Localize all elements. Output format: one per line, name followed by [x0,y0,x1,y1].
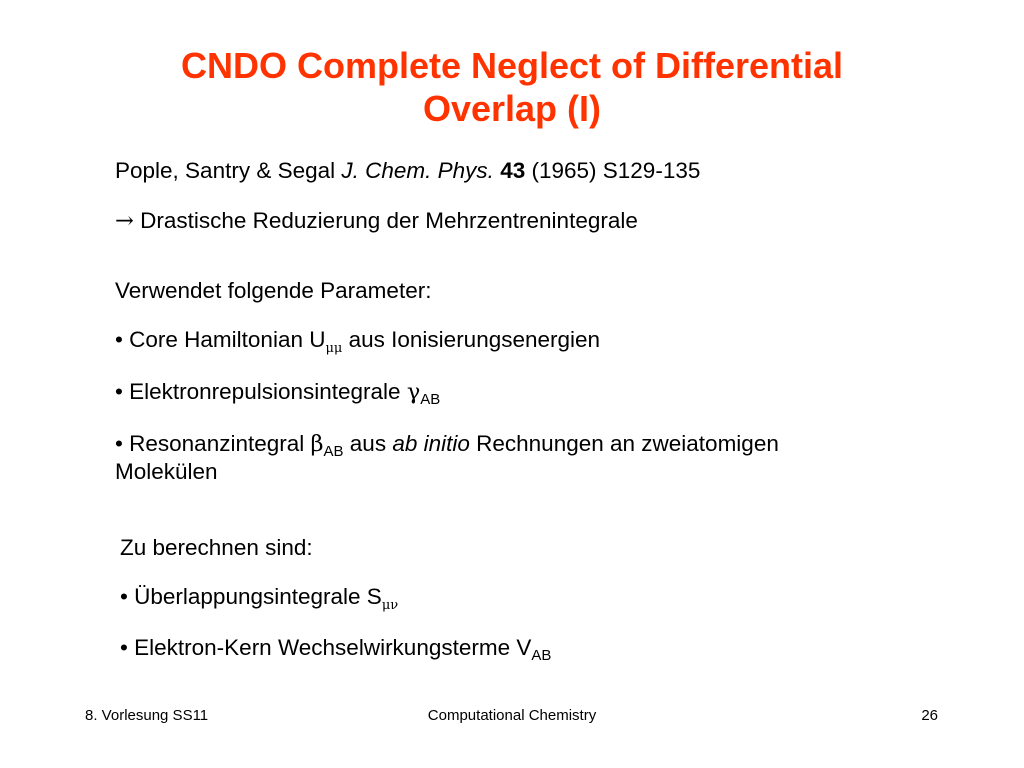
ref-rest: (1965) S129-135 [525,158,701,183]
param-core-hamiltonian [115,326,600,354]
ref-journal: J. Chem. Phys. [341,158,494,183]
calc-heading: Zu berechnen sind: [120,535,313,560]
beta-symbol: β [310,431,324,457]
param-electron-repulsion [115,378,440,406]
subscript: AB [531,647,552,664]
calc-overlap [120,583,398,611]
footer-course: Computational Chemistry [427,707,597,724]
param-tail: aus Ionisierungsenergien [342,327,601,352]
slide-title [112,44,912,130]
ref-authors: Pople, Santry & Segal [115,158,342,183]
ref-volume: 43 [500,158,526,183]
arrow-icon: → [115,208,134,234]
param-mid: aus [343,431,393,456]
calc-text: Elektron-Kern Wechselwirkungsterme V [134,635,532,660]
title-line-1: CNDO Complete Neglect of Differential [180,45,844,86]
bullet: • [120,635,135,660]
params-heading: Verwendet folgende Parameter: [115,278,432,303]
subscript: μμ [325,341,343,356]
bullet: • [120,584,135,609]
reduction-line [115,207,638,235]
param-resonance [115,430,815,486]
calc-text: Überlappungsintegrale S [134,584,382,609]
reference-line [115,157,700,185]
subscript: μν [381,598,399,613]
param-text: Resonanzintegral [129,431,311,456]
reduction-text: Drastische Reduzierung der Mehrzentrenintegrale [133,208,638,233]
param-italic: ab initio [392,431,470,456]
bullet: • [115,431,130,456]
param-tail: Rechnungen an zweiatomigen Molekülen [115,431,779,484]
gamma-symbol: γ [406,379,421,405]
bullet: • [115,327,130,352]
param-text: Elektronrepulsionsintegrale [129,379,407,404]
calc-electron-core [120,634,551,662]
subscript: AB [323,443,344,460]
bullet: • [115,379,130,404]
param-text: Core Hamiltonian U [129,327,326,352]
title-line-2: Overlap (I) [422,88,602,129]
subscript: AB [420,391,441,408]
page-number: 26 [921,707,938,724]
footer-lecture: 8. Vorlesung SS11 [85,707,209,724]
